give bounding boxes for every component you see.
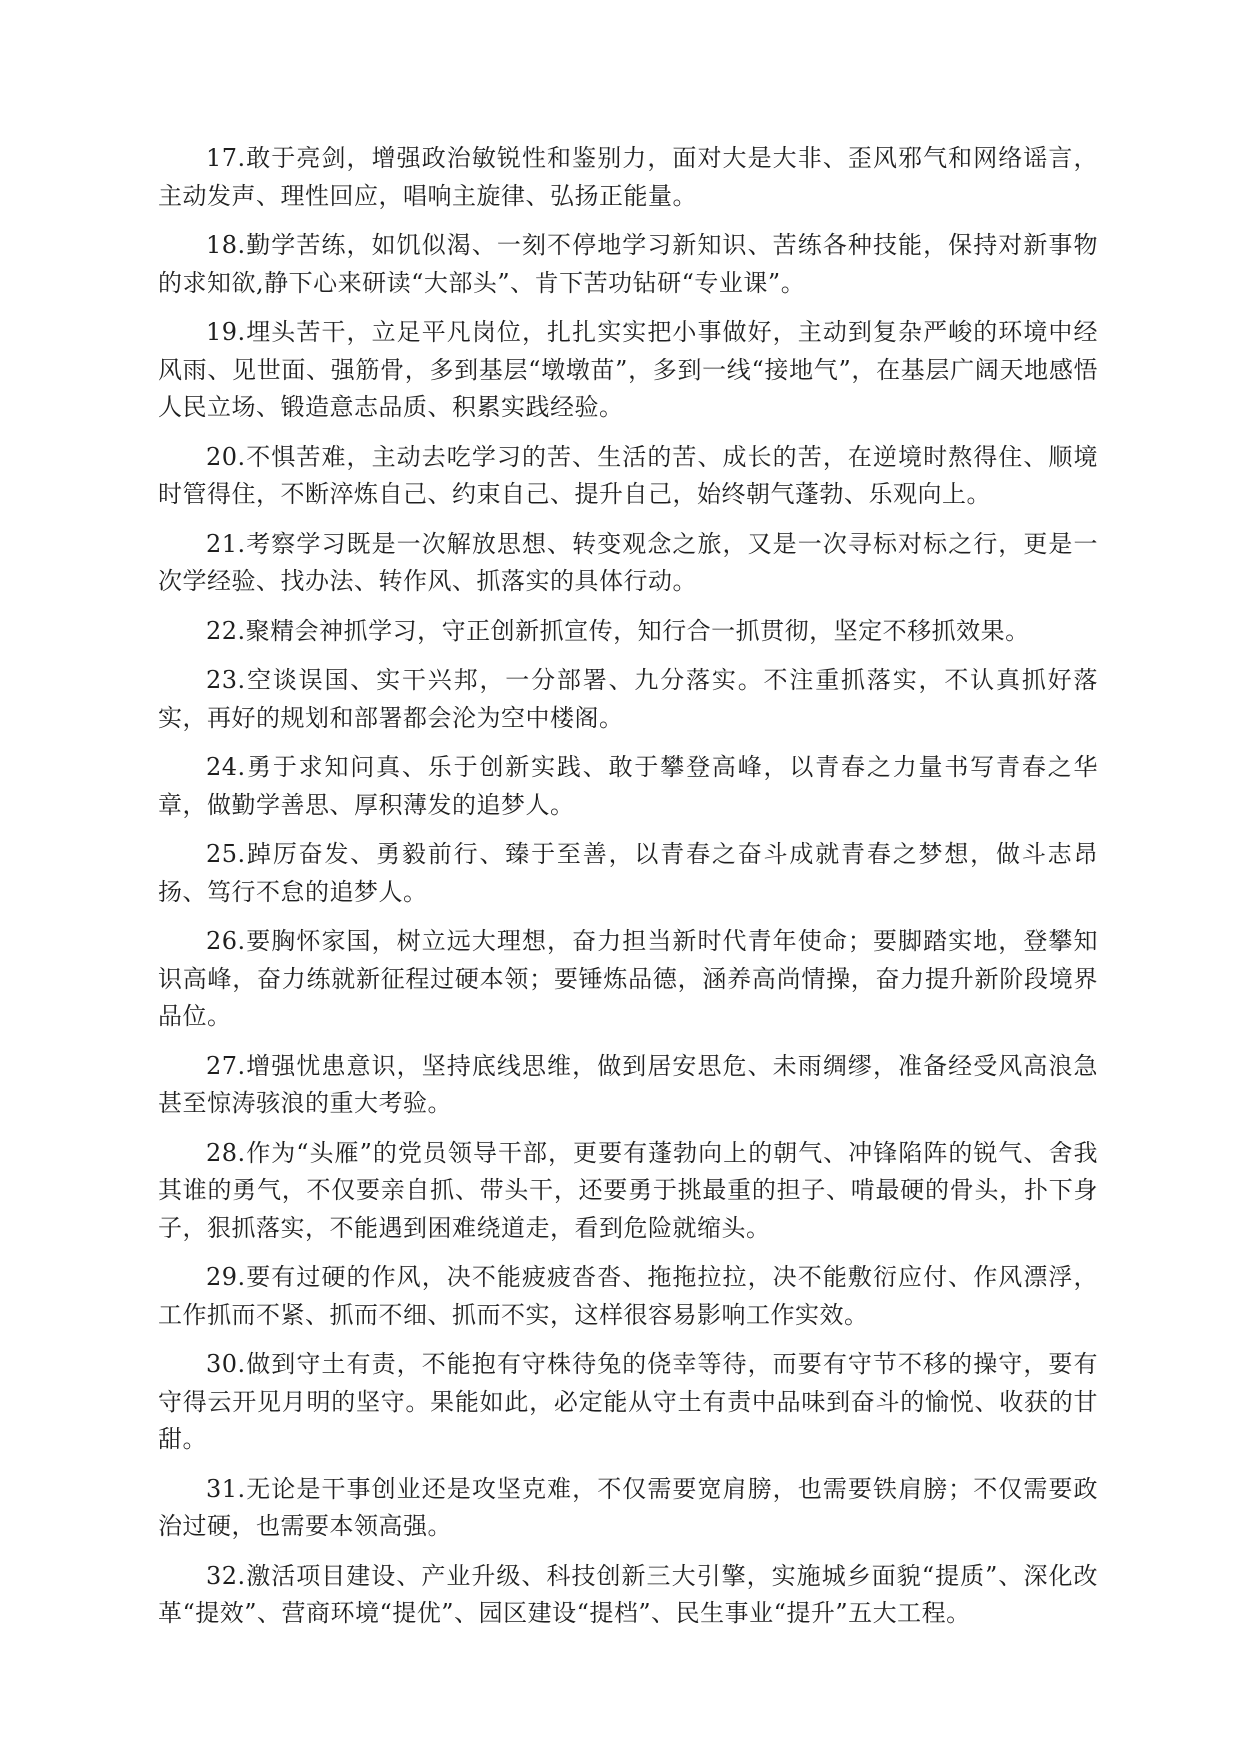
- paragraph-18: [158, 227, 1098, 302]
- paragraph-19: [158, 314, 1098, 427]
- paragraph-text: 敢于亮剑，增强政治敏锐性和鉴别力，面对大是大非、歪风邪气和网络谣言，主动发声、理性回应，唱响主旋律、弘扬正能量。: [158, 144, 1098, 210]
- paragraph-text: 勤学苦练，如饥似渴、一刻不停地学习新知识、苦练各种技能，保持对新事物的求知欲,静下心来研读“大部头”、肯下苦功钻研“专业课”。: [158, 231, 1098, 297]
- paragraph-number: 21.: [206, 529, 246, 558]
- paragraph-number: 17.: [206, 144, 246, 172]
- paragraph-text: 增强忧患意识，坚持底线思维，做到居安思危、未雨绸缪，准备经受风高浪急甚至惊涛骇浪的重大考验。: [158, 1051, 1098, 1117]
- paragraph-text: 要有过硬的作风，决不能疲疲沓沓、拖拖拉拉，决不能敷衍应付、作风漂浮，工作抓而不紧、抓而不细、抓而不实，这样很容易影响工作实效。: [158, 1263, 1098, 1329]
- paragraph-number: 25.: [206, 840, 246, 868]
- paragraph-number: 30.: [206, 1350, 246, 1378]
- paragraph-number: 23.: [206, 666, 246, 694]
- paragraph-text: 埋头苦干，立足平凡岗位，扎扎实实把小事做好，主动到复杂严峻的环境中经风雨、见世面、强筋骨，多到基层“墩墩苗”，多到一线“接地气”，在基层广阔天地感悟人民立场、锻造意志品质、积累实践经验。: [158, 318, 1098, 421]
- paragraph-27: [158, 1048, 1098, 1123]
- paragraph-24: [158, 749, 1098, 824]
- paragraph-26: [158, 923, 1098, 1036]
- paragraph-number: 27.: [206, 1051, 246, 1080]
- paragraph-text: 做到守土有责，不能抱有守株待兔的侥幸等待，而要有守节不移的操守，要有守得云开见月明的坚守。果能如此，必定能从守土有责中品味到奋斗的愉悦、收获的甘甜。: [158, 1350, 1098, 1453]
- document-body: [158, 140, 1098, 1645]
- paragraph-text: 聚精会神抓学习，守正创新抓宣传，知行合一抓贯彻，坚定不移抓效果。: [245, 616, 1030, 645]
- paragraph-number: 22.: [206, 616, 246, 645]
- paragraph-text: 考察学习既是一次解放思想、转变观念之旅，又是一次寻标对标之行，更是一次学经验、找办法、转作风、抓落实的具体行动。: [158, 529, 1098, 595]
- paragraph-text: 勇于求知问真、乐于创新实践、敢于攀登高峰，以青春之力量书写青春之华章，做勤学善思、厚积薄发的追梦人。: [158, 753, 1098, 819]
- paragraph-text: 作为“头雁”的党员领导干部，更要有蓬勃向上的朝气、冲锋陷阵的锐气、舍我其谁的勇气，不仅要亲自抓、带头干，还要勇于挑最重的担子、啃最硬的骨头，扑下身子，狠抓落实，不能遇到困难绕道走，看到危险就缩头。: [158, 1138, 1098, 1242]
- paragraph-32: [158, 1558, 1098, 1633]
- paragraph-17: [158, 140, 1098, 215]
- paragraph-number: 18.: [206, 231, 246, 259]
- paragraph-text: 激活项目建设、产业升级、科技创新三大引擎，实施城乡面貌“提质”、深化改革“提效”、营商环境“提优”、园区建设“提档”、民生事业“提升”五大工程。: [158, 1561, 1098, 1627]
- paragraph-22: [158, 613, 1098, 651]
- paragraph-30: [158, 1346, 1098, 1459]
- paragraph-28: [158, 1135, 1098, 1248]
- paragraph-number: 19.: [206, 318, 246, 346]
- paragraph-25: [158, 836, 1098, 911]
- paragraph-number: 24.: [206, 753, 246, 781]
- paragraph-text: 无论是干事创业还是攻坚克难，不仅需要宽肩膀，也需要铁肩膀；不仅需要政治过硬，也需要本领高强。: [158, 1474, 1098, 1540]
- paragraph-text: 空谈误国、实干兴邦，一分部署、九分落实。不注重抓落实，不认真抓好落实，再好的规划和部署都会沦为空中楼阁。: [158, 666, 1098, 732]
- paragraph-20: [158, 439, 1098, 514]
- paragraph-21: [158, 526, 1098, 601]
- paragraph-number: 29.: [206, 1263, 246, 1291]
- paragraph-number: 31.: [206, 1474, 246, 1503]
- paragraph-29: [158, 1259, 1098, 1334]
- paragraph-31: [158, 1471, 1098, 1546]
- paragraph-text: 不惧苦难，主动去吃学习的苦、生活的苦、成长的苦，在逆境时熬得住、顺境时管得住，不断淬炼自己、约束自己、提升自己，始终朝气蓬勃、乐观向上。: [158, 442, 1098, 508]
- paragraph-number: 26.: [206, 927, 246, 955]
- paragraph-number: 28.: [206, 1138, 246, 1167]
- paragraph-text: 要胸怀家国，树立远大理想，奋力担当新时代青年使命；要脚踏实地，登攀知识高峰，奋力练就新征程过硬本领；要锤炼品德，涵养高尚情操，奋力提升新阶段境界品位。: [158, 927, 1098, 1030]
- paragraph-text: 踔厉奋发、勇毅前行、臻于至善，以青春之奋斗成就青春之梦想，做斗志昂扬、笃行不怠的追梦人。: [158, 840, 1098, 906]
- paragraph-23: [158, 662, 1098, 737]
- paragraph-number: 20.: [206, 442, 246, 471]
- paragraph-number: 32.: [206, 1561, 246, 1590]
